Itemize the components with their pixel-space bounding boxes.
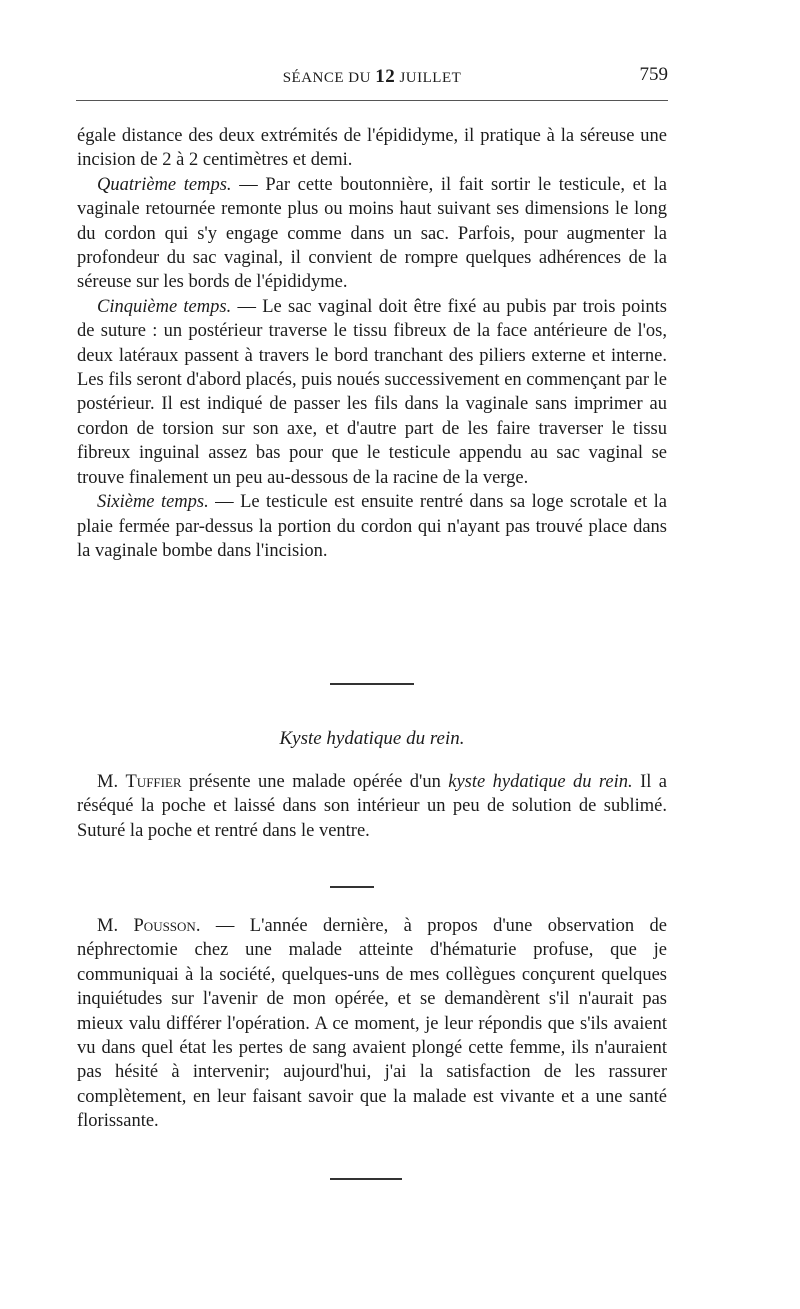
title-part: SÉANCE DU	[282, 70, 376, 86]
header-rule	[76, 100, 668, 101]
text-block-top	[77, 124, 667, 563]
speaker-prefix: M.	[97, 772, 126, 792]
title-date-number: 12	[375, 66, 396, 87]
running-header	[76, 60, 668, 96]
page-number: 759	[639, 64, 668, 85]
end-separator	[330, 1178, 402, 1180]
paragraph-pousson	[77, 914, 667, 1134]
paragraph-text: Il a réséqué la poche et laissé dans son intérieur un peu de solution de sublimé. Suturé la poche et rentré dans le ventre.	[77, 772, 668, 841]
step-heading: Quatrième temps.	[97, 174, 232, 195]
speaker-name: Pousson	[133, 916, 196, 936]
title-part: JUILLET	[395, 70, 462, 86]
paragraph-text: égale distance des deux extrémités de l'épididyme, il pratique à la séreuse une incision de 2 à 2 centimètres et demi.	[77, 126, 667, 171]
step-heading: Sixième temps.	[97, 492, 209, 513]
speaker-prefix: M.	[97, 916, 134, 936]
paragraph-fifth-step	[77, 295, 667, 490]
paragraph-text: . — L'année dernière, à propos d'une observation de néphrectomie chez une malade atteinte d'hématurie profuse, que je communiquai à la société, quelques-uns de mes collègues conçurent quelques inquiétudes sur l'avenir de mon opérée, et se demandèrent s'il n'aurait pas mieux valu différer l'opération. A ce moment, je leur répondis que s'ils avaient vu dans quel état les pertes de sang avaient plongé cette femme, ils n'auraient pas hésité à intervenir; aujourd'hui, j'ai la satisfaction de les rassurer complètement, en leur faisant savoir que la malade est vivante et a une santé florissante.	[77, 916, 667, 1132]
section-title: Kyste hydatique du rein.	[279, 728, 465, 749]
paragraph-text: — Le sac vaginal doit être fixé au pubis par trois points de suture : un postérieur traverse le tissu fibreux de la face antérieure de l'os, deux latéraux passent à travers le bord tranchant des piliers externe et interne. Les fils seront d'abord placés, puis noués successivement en commençant par le postérieur. Il est indiqué de passer les fils dans la vaginale sans imprimer au cordon de torsion sur son axe, et d'autre part de les faire traverser le tissu fibreux inguinal assez bas pour que le testicule appendu au sac vaginal se trouve finalement un peu au-dessous de la racine de la verge.	[77, 296, 668, 488]
text-block-pousson	[77, 914, 667, 1134]
paragraph-text: — Par cette boutonnière, il fait sortir le testicule, et la vaginale retournée remonte plus ou moins haut suivant ses dimensions le long du cordon qui s'y engage comme dans un sac. Parfois, pour augmenter la profondeur du sac vaginal, il convient de rompre quelques adhérences de la séreuse sur les bords de l'épididyme.	[77, 174, 667, 293]
text-block-tuffier	[77, 770, 667, 843]
paragraph-fourth-step	[77, 173, 667, 295]
running-title	[76, 66, 668, 88]
paragraph-text: — Le testicule est ensuite rentré dans sa loge scrotale et la plaie fermée par-dessus la portion du cordon qui n'ayant pas trouvé place dans la vaginale bombe dans l'incision.	[77, 492, 668, 561]
step-heading: Cinquième temps.	[97, 296, 232, 317]
section-separator	[330, 683, 414, 685]
italic-term: kyste hydatique du rein.	[448, 772, 633, 792]
paragraph-continuation	[77, 124, 667, 173]
paragraph-sixth-step	[77, 490, 667, 563]
paragraph-text: présente une malade opérée d'un	[181, 772, 449, 792]
speaker-name: Tuffier	[125, 772, 182, 792]
paragraph-tuffier	[77, 770, 667, 843]
short-separator	[330, 886, 374, 888]
